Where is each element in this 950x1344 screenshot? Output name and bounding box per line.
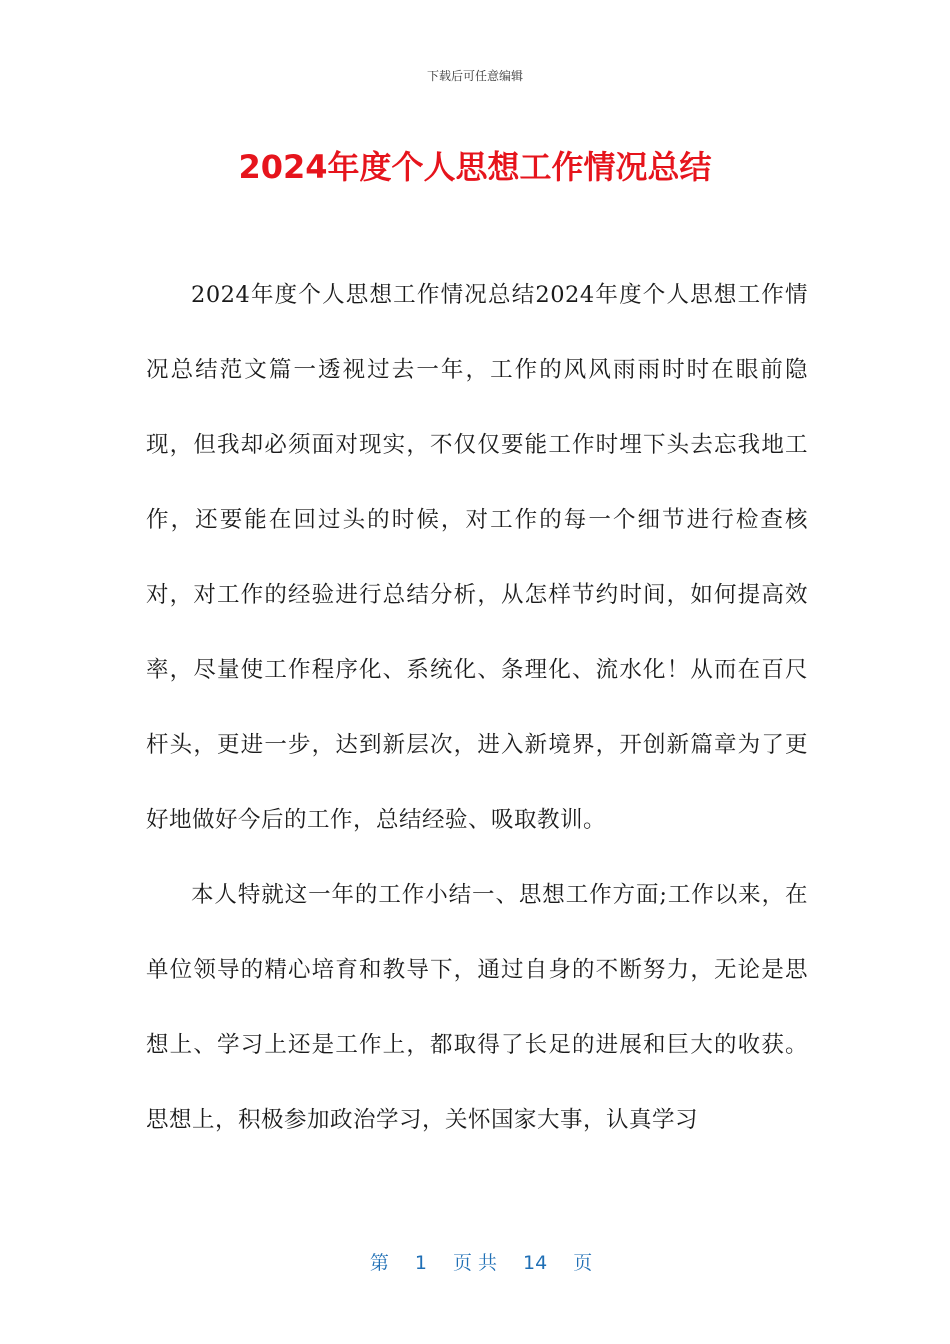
document-title: 2024年度个人思想工作情况总结 [238,148,712,186]
body-paragraph: 本人特就这一年的工作小结一、思想工作方面;工作以来，在单位领导的精心培育和教导下，通过自身的不断努力，无论是思想上、学习上还是工作上，都取得了长足的进展和巨大的收获。思想上，积极参加政治学习，关怀国家大事，认真学习 [146,882,808,1133]
page-footer [0,1226,950,1275]
body-paragraph: 2024年度个人思想工作情况总结2024年度个人思想工作情况总结范文篇一透视过去一年，工作的风风雨雨时时在眼前隐现，但我却必须面对现实，不仅仅要能工作时埋下头去忘我地工作，还要能在回过头的时候，对工作的每一个细节进行检查核对，对工作的经验进行总结分析，从怎样节约时间，如何提高效率，尽量使工作程序化、系统化、条理化、流水化！从而在百尺杆头，更进一步，达到新层次，进入新境界，开创新篇章为了更好地做好今后的工作，总结经验、吸取教训。 [146,282,808,833]
header-note: 下载后可任意编辑 [426,69,523,83]
footer-current-page: 1 [414,1252,427,1274]
footer-suffix: 页 [573,1252,593,1274]
footer-total-pages: 14 [523,1252,548,1274]
footer-middle: 页 共 [452,1252,498,1274]
footer-prefix: 第 [369,1252,389,1274]
document-body [146,258,808,1158]
